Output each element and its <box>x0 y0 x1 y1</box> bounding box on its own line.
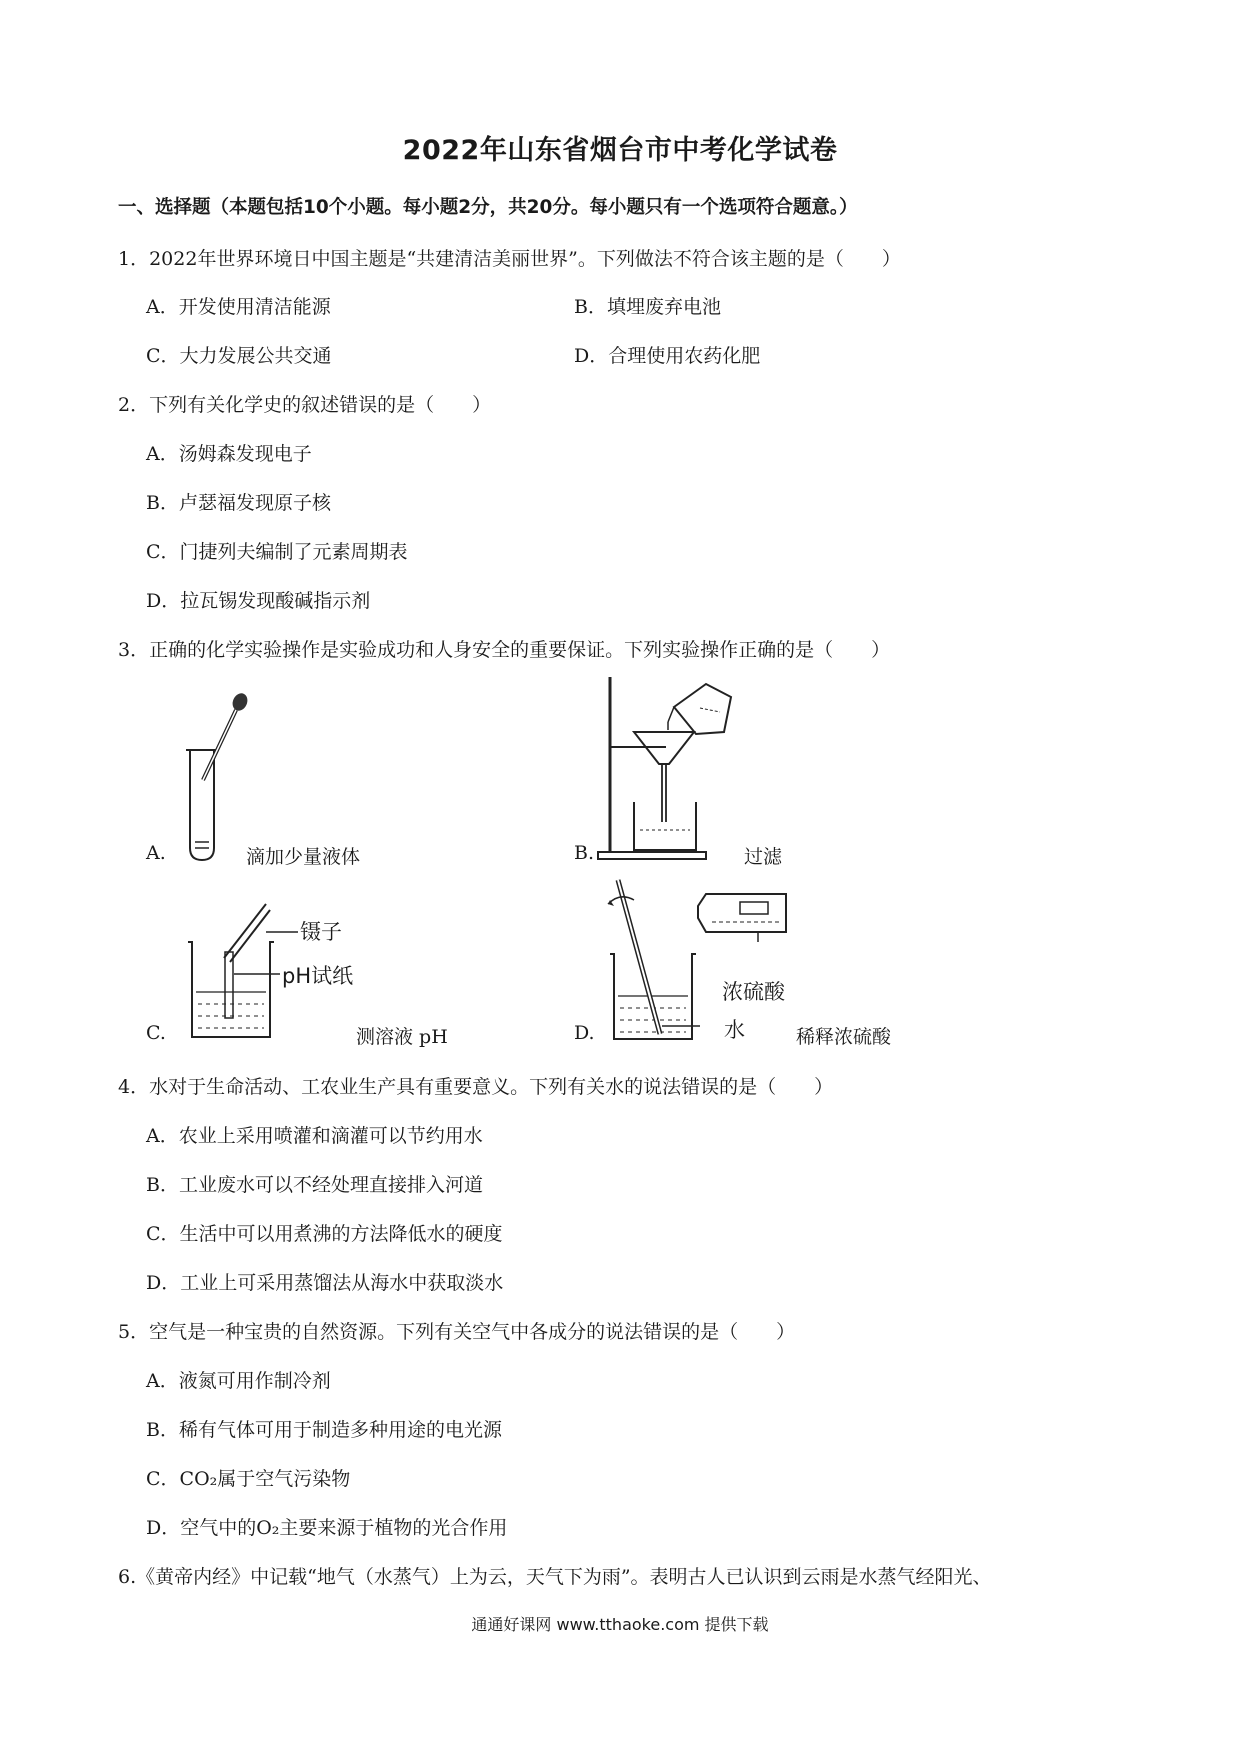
tweezers-label: 镊子 <box>300 920 342 944</box>
question-1-stem: 1．2022年世界环境日中国主题是“共建清洁美丽世界”。下列做法不符合该主题的是（ ） <box>118 248 901 270</box>
figure-d-caption: 稀释浓硫酸 <box>796 1026 892 1048</box>
question-2-stem: 2．下列有关化学史的叙述错误的是（ ） <box>118 394 492 416</box>
question-6-stem: 6.《黄帝内经》中记载“地气（水蒸气）上为云，天气下为雨”。表明古人已认识到云雨是水蒸气经阳光、 <box>118 1566 992 1588</box>
question-3-stem: 3．正确的化学实验操作是实验成功和人身安全的重要保证。下列实验操作正确的是（ ） <box>118 639 891 661</box>
question-4-option-d: D．工业上可采用蒸馏法从海水中获取淡水 <box>146 1272 504 1294</box>
ph-paper-label: pH试纸 <box>282 964 354 988</box>
question-1-option-b: B．填埋废弃电池 <box>574 296 721 318</box>
page-footer: 通通好课网 www.tthaoke.com 提供下载 <box>471 1615 769 1634</box>
page-title: 2022年山东省烟台市中考化学试卷 <box>402 135 838 166</box>
concentrated-acid-label: 浓硫酸 <box>722 980 785 1004</box>
question-2-option-d: D．拉瓦锡发现酸碱指示剂 <box>146 590 371 612</box>
acid-dilution-figure <box>600 874 800 1044</box>
question-5-option-d: D．空气中的O₂主要来源于植物的光合作用 <box>146 1517 508 1539</box>
figure-b-caption: 过滤 <box>744 846 783 868</box>
figure-a-letter: A. <box>146 842 166 864</box>
question-1-option-c: C．大力发展公共交通 <box>146 345 332 367</box>
question-5-option-b: B．稀有气体可用于制造多种用途的电光源 <box>146 1419 502 1441</box>
question-5-stem: 5．空气是一种宝贵的自然资源。下列有关空气中各成分的说法错误的是（ ） <box>118 1321 796 1343</box>
question-4-option-c: C．生活中可以用煮沸的方法降低水的硬度 <box>146 1223 503 1245</box>
question-2-option-c: C．门捷列夫编制了元素周期表 <box>146 541 408 563</box>
figure-c-caption: 测溶液 pH <box>356 1026 448 1048</box>
figure-a-caption: 滴加少量液体 <box>246 846 361 868</box>
question-4-option-a: A．农业上采用喷灌和滴灌可以节约用水 <box>146 1125 483 1147</box>
question-2-option-b: B．卢瑟福发现原子核 <box>146 492 331 514</box>
figure-d-letter: D. <box>574 1022 595 1044</box>
question-1-option-a: A．开发使用清洁能源 <box>146 296 331 318</box>
section-heading: 一、选择题（本题包括10个小题。每小题2分，共20分。每小题只有一个选项符合题意。） <box>118 197 858 218</box>
water-label: 水 <box>724 1018 745 1042</box>
filtration-figure <box>596 672 766 867</box>
question-4-stem: 4．水对于生命活动、工农业生产具有重要意义。下列有关水的说法错误的是（ ） <box>118 1076 834 1098</box>
question-5-option-a: A．液氮可用作制冷剂 <box>146 1370 331 1392</box>
figure-c-letter: C. <box>146 1022 166 1044</box>
figure-b-letter: B. <box>574 842 595 864</box>
dropper-test-tube-figure <box>170 690 260 865</box>
question-4-option-b: B．工业废水可以不经处理直接排入河道 <box>146 1174 483 1196</box>
question-5-option-c: C．CO₂属于空气污染物 <box>146 1468 351 1490</box>
question-2-option-a: A．汤姆森发现电子 <box>146 443 312 465</box>
question-1-option-d: D．合理使用农药化肥 <box>574 345 761 367</box>
